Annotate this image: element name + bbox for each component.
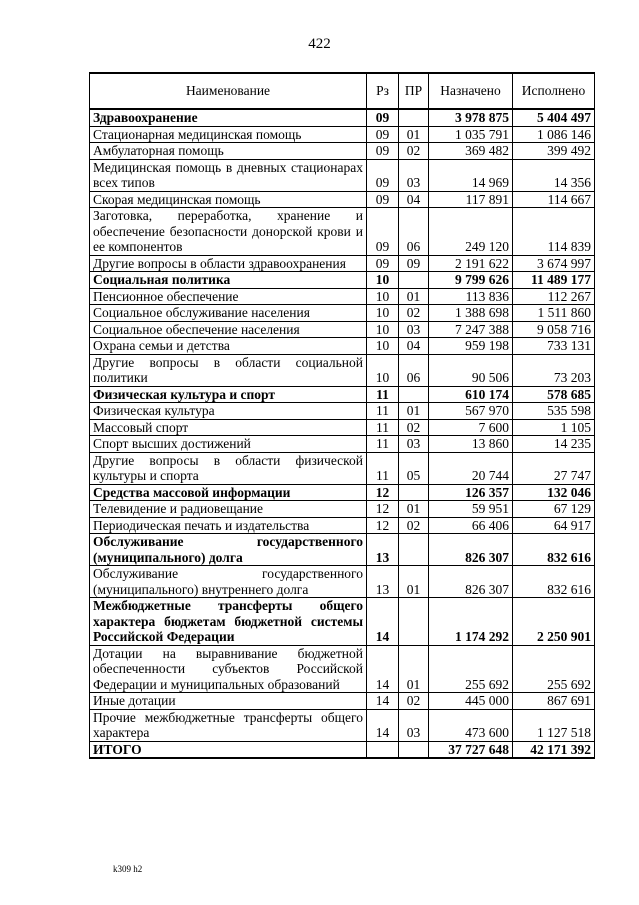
row-name-cell: Физическая культура и спорт <box>90 386 367 403</box>
row-pr-cell: 01 <box>399 403 429 420</box>
row-assigned-cell: 7 247 388 <box>429 321 513 338</box>
row-name-cell: Физическая культура <box>90 403 367 420</box>
row-assigned-cell: 826 307 <box>429 566 513 598</box>
row-assigned-cell: 473 600 <box>429 709 513 741</box>
row-rz-cell: 09 <box>367 126 399 143</box>
table-row <box>90 338 595 355</box>
row-executed-cell: 112 267 <box>513 288 595 305</box>
row-executed-cell: 1 511 860 <box>513 305 595 322</box>
row-assigned-cell: 14 969 <box>429 159 513 191</box>
row-rz-cell: 11 <box>367 403 399 420</box>
row-assigned-cell: 66 406 <box>429 517 513 534</box>
row-name-cell: Другие вопросы в области физической культуры и спорта <box>90 452 367 484</box>
section-row <box>90 598 595 646</box>
row-assigned-cell: 7 600 <box>429 419 513 436</box>
row-executed-cell: 535 598 <box>513 403 595 420</box>
row-pr-cell: 04 <box>399 191 429 208</box>
row-rz-cell: 10 <box>367 305 399 322</box>
row-name-cell: Телевидение и радиовещание <box>90 501 367 518</box>
row-pr-cell <box>399 598 429 646</box>
budget-table <box>89 72 595 759</box>
row-name-cell: Иные дотации <box>90 693 367 710</box>
row-name-cell: Обслуживание государственного (муниципального) долга <box>90 534 367 566</box>
row-name-cell: Спорт высших достижений <box>90 436 367 453</box>
row-assigned-cell: 113 836 <box>429 288 513 305</box>
row-name-cell: Заготовка, переработка, хранение и обеспечение безопасности донорской крови и ее компонентов <box>90 208 367 256</box>
table-row <box>90 159 595 191</box>
table-row <box>90 126 595 143</box>
row-executed-cell: 1 086 146 <box>513 126 595 143</box>
row-rz-cell: 12 <box>367 484 399 501</box>
row-rz-cell: 14 <box>367 709 399 741</box>
row-name-cell: Дотации на выравнивание бюджетной обеспеченности субъектов Российской Федерации и муниципальных образований <box>90 645 367 693</box>
table-row <box>90 354 595 386</box>
footer-code: k309 h2 <box>113 864 143 874</box>
row-assigned-cell: 610 174 <box>429 386 513 403</box>
row-assigned-cell: 3 978 875 <box>429 109 513 126</box>
row-assigned-cell: 59 951 <box>429 501 513 518</box>
table-row <box>90 255 595 272</box>
row-rz-cell: 10 <box>367 321 399 338</box>
table-row <box>90 419 595 436</box>
row-name-cell: Стационарная медицинская помощь <box>90 126 367 143</box>
row-rz-cell: 14 <box>367 645 399 693</box>
row-rz-cell: 13 <box>367 566 399 598</box>
row-name-cell: Средства массовой информации <box>90 484 367 501</box>
row-name-cell: Охрана семьи и детства <box>90 338 367 355</box>
table-row <box>90 645 595 693</box>
row-pr-cell: 04 <box>399 338 429 355</box>
row-name-cell: Медицинская помощь в дневных стационарах всех типов <box>90 159 367 191</box>
table-body <box>90 109 595 758</box>
row-name-cell: Прочие межбюджетные трансферты общего характера <box>90 709 367 741</box>
row-name-cell: Межбюджетные трансферты общего характера бюджетам бюджетной системы Российской Федерации <box>90 598 367 646</box>
table-header-row <box>90 73 595 109</box>
row-assigned-cell: 2 191 622 <box>429 255 513 272</box>
row-pr-cell: 02 <box>399 305 429 322</box>
row-assigned-cell: 20 744 <box>429 452 513 484</box>
row-executed-cell: 399 492 <box>513 143 595 160</box>
row-executed-cell: 9 058 716 <box>513 321 595 338</box>
row-assigned-cell: 255 692 <box>429 645 513 693</box>
row-name-cell: Скорая медицинская помощь <box>90 191 367 208</box>
row-pr-cell: 02 <box>399 419 429 436</box>
row-executed-cell: 1 127 518 <box>513 709 595 741</box>
row-name-cell: Амбулаторная помощь <box>90 143 367 160</box>
row-pr-cell: 03 <box>399 436 429 453</box>
row-assigned-cell: 249 120 <box>429 208 513 256</box>
row-pr-cell: 02 <box>399 143 429 160</box>
column-header-name: Наименование <box>90 73 367 109</box>
row-name-cell: ИТОГО <box>90 741 367 758</box>
column-header-executed: Исполнено <box>513 73 595 109</box>
page-number: 422 <box>308 36 331 52</box>
table-row <box>90 436 595 453</box>
row-executed-cell: 114 667 <box>513 191 595 208</box>
table-row <box>90 191 595 208</box>
row-executed-cell: 42 171 392 <box>513 741 595 758</box>
row-assigned-cell: 90 506 <box>429 354 513 386</box>
total-row <box>90 741 595 758</box>
row-rz-cell: 10 <box>367 288 399 305</box>
row-pr-cell: 06 <box>399 354 429 386</box>
row-pr-cell <box>399 741 429 758</box>
row-pr-cell <box>399 272 429 289</box>
row-pr-cell <box>399 484 429 501</box>
row-rz-cell: 11 <box>367 452 399 484</box>
table-row <box>90 288 595 305</box>
row-pr-cell: 06 <box>399 208 429 256</box>
row-rz-cell: 09 <box>367 143 399 160</box>
table-row <box>90 208 595 256</box>
column-header-rz: Рз <box>367 73 399 109</box>
row-assigned-cell: 117 891 <box>429 191 513 208</box>
row-assigned-cell: 37 727 648 <box>429 741 513 758</box>
row-executed-cell: 27 747 <box>513 452 595 484</box>
row-rz-cell: 09 <box>367 159 399 191</box>
row-executed-cell: 5 404 497 <box>513 109 595 126</box>
table-row <box>90 452 595 484</box>
row-executed-cell: 114 839 <box>513 208 595 256</box>
row-pr-cell <box>399 386 429 403</box>
row-rz-cell: 12 <box>367 517 399 534</box>
row-assigned-cell: 1 388 698 <box>429 305 513 322</box>
row-executed-cell: 1 105 <box>513 419 595 436</box>
row-pr-cell: 09 <box>399 255 429 272</box>
row-executed-cell: 832 616 <box>513 566 595 598</box>
column-header-assigned: Назначено <box>429 73 513 109</box>
row-assigned-cell: 9 799 626 <box>429 272 513 289</box>
row-rz-cell: 14 <box>367 693 399 710</box>
row-pr-cell: 01 <box>399 645 429 693</box>
section-row <box>90 109 595 126</box>
row-name-cell: Социальное обеспечение населения <box>90 321 367 338</box>
row-name-cell: Социальная политика <box>90 272 367 289</box>
row-assigned-cell: 567 970 <box>429 403 513 420</box>
row-assigned-cell: 445 000 <box>429 693 513 710</box>
row-executed-cell: 11 489 177 <box>513 272 595 289</box>
row-assigned-cell: 369 482 <box>429 143 513 160</box>
row-executed-cell: 3 674 997 <box>513 255 595 272</box>
row-name-cell: Другие вопросы в области социальной политики <box>90 354 367 386</box>
table-row <box>90 501 595 518</box>
row-assigned-cell: 826 307 <box>429 534 513 566</box>
table-row <box>90 403 595 420</box>
row-rz-cell: 12 <box>367 501 399 518</box>
row-name-cell: Социальное обслуживание населения <box>90 305 367 322</box>
row-pr-cell: 01 <box>399 566 429 598</box>
table-row <box>90 693 595 710</box>
row-assigned-cell: 13 860 <box>429 436 513 453</box>
row-pr-cell <box>399 109 429 126</box>
section-row <box>90 272 595 289</box>
row-name-cell: Массовый спорт <box>90 419 367 436</box>
row-executed-cell: 132 046 <box>513 484 595 501</box>
row-pr-cell: 05 <box>399 452 429 484</box>
row-rz-cell: 11 <box>367 386 399 403</box>
row-rz-cell: 09 <box>367 255 399 272</box>
row-rz-cell: 11 <box>367 419 399 436</box>
row-executed-cell: 64 917 <box>513 517 595 534</box>
row-rz-cell: 09 <box>367 208 399 256</box>
row-executed-cell: 733 131 <box>513 338 595 355</box>
row-name-cell: Периодическая печать и издательства <box>90 517 367 534</box>
row-name-cell: Другие вопросы в области здравоохранения <box>90 255 367 272</box>
row-rz-cell: 10 <box>367 354 399 386</box>
row-executed-cell: 867 691 <box>513 693 595 710</box>
table-row <box>90 143 595 160</box>
row-pr-cell: 03 <box>399 321 429 338</box>
row-executed-cell: 73 203 <box>513 354 595 386</box>
row-executed-cell: 67 129 <box>513 501 595 518</box>
section-row <box>90 484 595 501</box>
row-name-cell: Пенсионное обеспечение <box>90 288 367 305</box>
row-pr-cell: 02 <box>399 693 429 710</box>
row-pr-cell: 01 <box>399 501 429 518</box>
row-pr-cell: 01 <box>399 126 429 143</box>
row-assigned-cell: 1 174 292 <box>429 598 513 646</box>
row-rz-cell: 13 <box>367 534 399 566</box>
row-pr-cell: 03 <box>399 709 429 741</box>
column-header-pr: ПР <box>399 73 429 109</box>
row-name-cell: Здравоохранение <box>90 109 367 126</box>
section-row <box>90 534 595 566</box>
table-row <box>90 321 595 338</box>
row-executed-cell: 578 685 <box>513 386 595 403</box>
row-executed-cell: 14 235 <box>513 436 595 453</box>
row-rz-cell: 09 <box>367 191 399 208</box>
row-pr-cell: 03 <box>399 159 429 191</box>
row-name-cell: Обслуживание государственного (муниципального) внутреннего долга <box>90 566 367 598</box>
row-assigned-cell: 959 198 <box>429 338 513 355</box>
row-rz-cell: 14 <box>367 598 399 646</box>
table-row <box>90 305 595 322</box>
row-pr-cell: 01 <box>399 288 429 305</box>
row-rz-cell: 11 <box>367 436 399 453</box>
row-executed-cell: 255 692 <box>513 645 595 693</box>
row-rz-cell: 09 <box>367 109 399 126</box>
row-assigned-cell: 1 035 791 <box>429 126 513 143</box>
section-row <box>90 386 595 403</box>
table-row <box>90 709 595 741</box>
table-row <box>90 517 595 534</box>
row-pr-cell: 02 <box>399 517 429 534</box>
row-rz-cell: 10 <box>367 272 399 289</box>
row-rz-cell <box>367 741 399 758</box>
row-assigned-cell: 126 357 <box>429 484 513 501</box>
row-executed-cell: 14 356 <box>513 159 595 191</box>
row-executed-cell: 2 250 901 <box>513 598 595 646</box>
row-executed-cell: 832 616 <box>513 534 595 566</box>
row-pr-cell <box>399 534 429 566</box>
row-rz-cell: 10 <box>367 338 399 355</box>
table-row <box>90 566 595 598</box>
